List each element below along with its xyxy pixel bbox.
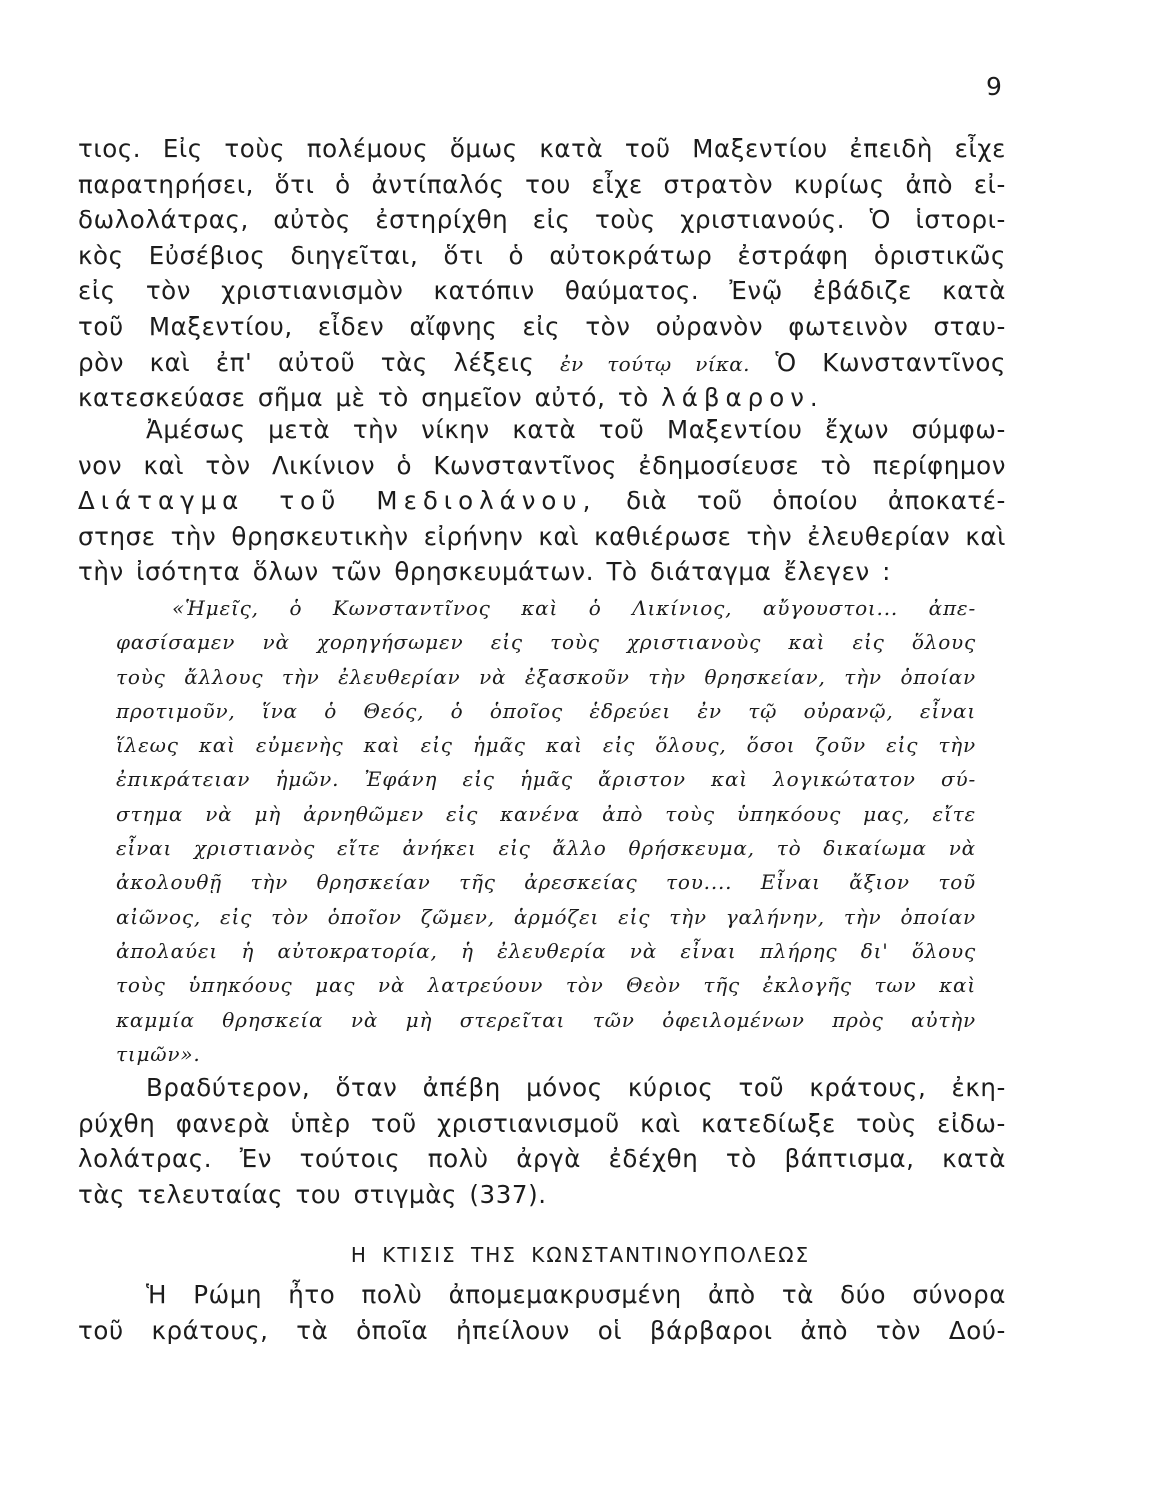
text-line <box>78 483 1006 519</box>
text-segment: διὰ τοῦ ὁποίου ἀποκατέ- <box>596 486 1006 516</box>
text-line <box>78 345 1006 381</box>
text-line: εἰς τὸν χριστιανισμὸν κατόπιν θαύματος. Ἐνῷ ἐβάδιζε κατὰ <box>78 276 1006 306</box>
quote-line: φασίσαμεν νὰ χορηγήσωμεν εἰς τοὺς χριστιανοὺς καὶ εἰς ὅλους <box>116 630 976 655</box>
section-heading: Η ΚΤΙΣΙΣ ΤΗΣ ΚΩΝΣΤΑΝΤΙΝΟΥΠΟΛΕΩΣ <box>350 1243 811 1267</box>
text-line: τὴν ἰσότητα ὅλων τῶν θρησκευμάτων. Τὸ διάταγμα ἔλεγεν : <box>78 557 892 587</box>
quote-line: ἐπικράτειαν ἡμῶν. Ἐφάνη εἰς ἡμᾶς ἄριστον καὶ λογικώτατον σύ- <box>116 767 976 792</box>
text-line: Ἡ Ρώμη ἦτο πολὺ ἀπομεμακρυσμένη ἀπὸ τὰ δύο σύνορα <box>146 1280 1006 1309</box>
edict-quotation <box>116 591 976 1071</box>
quote-line: ἀκολουθῇ τὴν θρησκείαν τῆς ἀρεσκείας του.... Εἶναι ἄξιον τοῦ <box>116 870 976 895</box>
text-line: Βραδύτερον, ὅταν ἀπέβη μόνος κύριος τοῦ κράτους, ἐκη- <box>146 1073 1006 1102</box>
italic-phrase: ἐν τούτῳ νίκα. <box>559 351 750 376</box>
text-line: ρύχθη φανερὰ ὑπὲρ τοῦ χριστιανισμοῦ καὶ κατεδίωξε τοὺς εἰδω- <box>78 1108 1006 1138</box>
text-segment: Ὁ Κωνσταντῖνος <box>749 347 1006 377</box>
quote-line: προτιμοῦν, ἵνα ὁ Θεός, ὁ ὁποῖος ἑδρεύει ἐν τῷ οὐρανῷ, εἶναι <box>116 698 976 723</box>
quote-line: στημα νὰ μὴ ἀρνηθῶμεν εἰς κανένα ἀπὸ τοὺς ὑπηκόους μας, εἴτε <box>116 801 976 826</box>
text-line: τοῦ Μαξεντίου, εἶδεν αἴφνης εἰς τὸν οὐρανὸν φωτεινὸν σταυ- <box>78 311 1006 341</box>
quote-line: εἶναι χριστιανὸς εἴτε ἀνήκει εἰς ἄλλο θρήσκευμα, τὸ δικαίωμα νὰ <box>116 836 976 861</box>
text-line: τοῦ κράτους, τὰ ὁποῖα ἠπείλουν οἱ βάρβαροι ἀπὸ τὸν Δού- <box>78 1315 1006 1345</box>
quote-line: αἰῶνος, εἰς τὸν ὁποῖον ζῶμεν, ἁρμόζει εἰς τὴν γαλήνην, τὴν ὁποίαν <box>116 904 976 929</box>
paragraph-rome-distance <box>78 1277 1006 1348</box>
quote-line: καμμία θρησκεία νὰ μὴ στερεῖται τῶν ὀφειλομένων πρὸς αὐτὴν <box>116 1007 976 1032</box>
text-line: δωλολάτρας, αὐτὸς ἐστηρίχθη εἰς τοὺς χριστιανούς. Ὁ ἱστορι- <box>78 205 1006 235</box>
paragraph-later-reign <box>78 1070 1006 1212</box>
spaced-term: Διάταγμα τοῦ Μεδιολάνου, <box>78 486 597 516</box>
spaced-term: λάβαρον. <box>661 383 824 413</box>
quote-line: τοὺς ὑπηκόους μας νὰ λατρεύουν τὸν Θεὸν τῆς ἐκλογῆς των καὶ <box>116 973 976 998</box>
quote-line: ἵλεως καὶ εὐμενὴς καὶ εἰς ἡμᾶς καὶ εἰς ὅλους, ὅσοι ζοῦν εἰς τὴν <box>116 733 976 758</box>
quote-line: τιμῶν». <box>116 1041 201 1066</box>
text-line: τιος. Εἰς τοὺς πολέμους ὅμως κατὰ τοῦ Μαξεντίου ἐπειδὴ εἶχε <box>78 134 1006 163</box>
text-line: λολάτρας. Ἐν τούτοις πολὺ ἀργὰ ἐδέχθη τὸ βάπτισμα, κατὰ <box>78 1144 1006 1174</box>
text-line: στησε τὴν θρησκευτικὴν εἰρήνην καὶ καθιέρωσε τὴν ἐλευθερίαν καὶ <box>78 521 1006 551</box>
page-number: 9 <box>986 72 1002 101</box>
paragraph-edict-of-milan <box>78 412 1006 590</box>
text-line: νον καὶ τὸν Λικίνιον ὁ Κωνσταντῖνος ἐδημοσίευσε τὸ περίφημον <box>78 450 1006 480</box>
text-segment: κατεσκεύασε σῆμα μὲ τὸ σημεῖον αὐτό, τὸ <box>78 383 662 413</box>
quote-line: ἀπολαύει ἡ αὐτοκρατορία, ἡ ἐλευθερία νὰ εἶναι πλήρης δι' ὅλους <box>116 938 976 963</box>
text-line: τὰς τελευταίας του στιγμὰς (337). <box>78 1179 547 1209</box>
text-line: παρατηρήσει, ὅτι ὁ ἀντίπαλός του εἶχε στρατὸν κυρίως ἀπὸ εἰ- <box>78 169 1006 199</box>
text-line: Ἀμέσως μετὰ τὴν νίκην κατὰ τοῦ Μαξεντίου ἔχων σύμφω- <box>146 415 1006 444</box>
quote-line: τοὺς ἄλλους τὴν ἐλευθερίαν νὰ ἐξασκοῦν τὴν θρησκείαν, τὴν ὁποίαν <box>116 664 976 689</box>
quote-line: «Ἡμεῖς, ὁ Κωνσταντῖνος καὶ ὁ Λικίνιος, αὔγουστοι... ἀπε- <box>172 596 976 620</box>
text-line <box>78 380 1006 416</box>
text-segment: ρὸν καὶ ἐπ' αὐτοῦ τὰς λέξεις <box>78 347 560 377</box>
paragraph-constantine-conversion <box>78 131 1006 416</box>
text-line: κὸς Εὐσέβιος διηγεῖται, ὅτι ὁ αὐτοκράτωρ ἐστράφη ὁριστικῶς <box>78 240 1006 270</box>
